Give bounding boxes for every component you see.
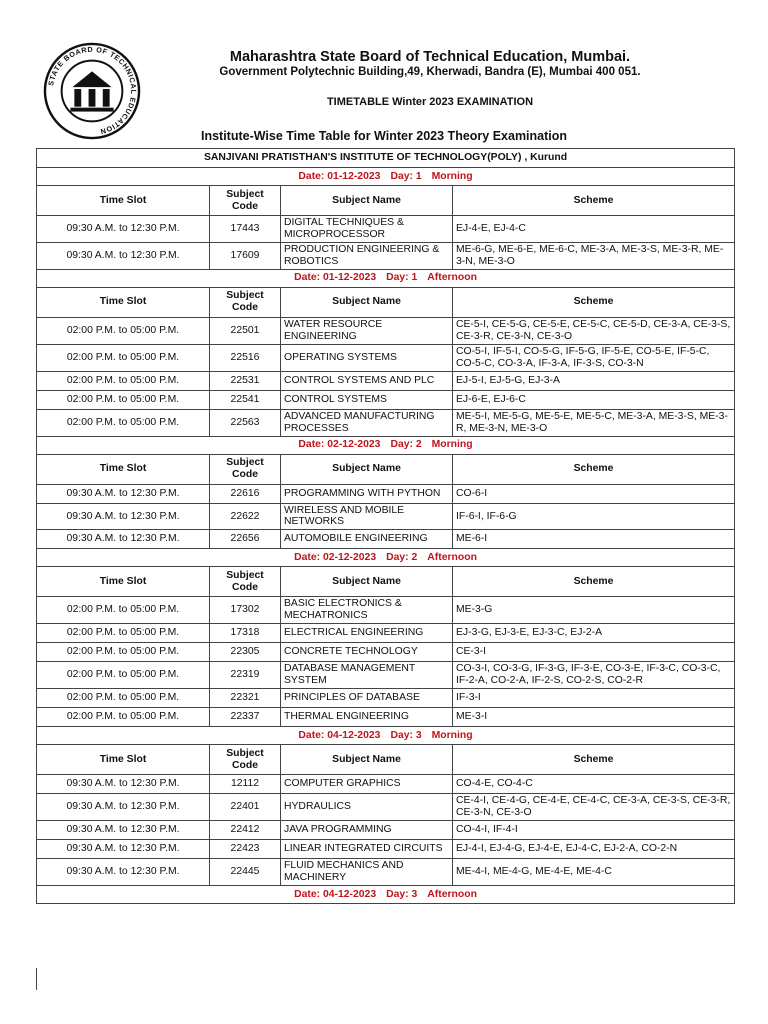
subject-code-cell: 22563	[210, 409, 281, 436]
session-shift: Afternoon	[427, 551, 477, 563]
session-shift: Morning	[431, 170, 473, 182]
institute-name: SANJIVANI PRATISTHAN'S INSTITUTE OF TECHNOLOGY(POLY) , Kurund	[37, 149, 735, 168]
scheme-cell: CO-6-I	[453, 484, 735, 503]
time-slot-cell: 02:00 P.M. to 05:00 P.M.	[37, 689, 210, 708]
table-row	[37, 794, 735, 821]
scheme-cell: ME-6-G, ME-6-E, ME-6-C, ME-3-A, ME-3-S, ME-3-R, ME-3-N, ME-3-O	[453, 242, 735, 269]
session-date: Date: 01-12-2023	[294, 272, 377, 284]
session-shift: Morning	[431, 439, 473, 451]
table-row	[37, 708, 735, 727]
subject-name-cell: ELECTRICAL ENGINEERING	[281, 624, 453, 643]
session-day: Day: 1	[386, 272, 418, 284]
scheme-cell: ME-5-I, ME-5-G, ME-5-E, ME-5-C, ME-3-A, ME-3-S, ME-3-R, ME-3-N, ME-3-O	[453, 409, 735, 436]
scheme-header: Scheme	[453, 567, 735, 597]
table-row	[37, 821, 735, 840]
subject-name-cell: PRODUCTION ENGINEERING & ROBOTICS	[281, 242, 453, 269]
time-slot-cell: 09:30 A.M. to 12:30 P.M.	[37, 775, 210, 794]
subject-name-header: Subject Name	[281, 454, 453, 484]
time-slot-header: Time Slot	[37, 454, 210, 484]
table-row	[37, 216, 735, 243]
table-row	[37, 530, 735, 549]
session-date: Date: 01-12-2023	[298, 170, 381, 182]
table-row	[37, 662, 735, 689]
time-slot-header: Time Slot	[37, 186, 210, 216]
time-slot-cell: 02:00 P.M. to 05:00 P.M.	[37, 390, 210, 409]
scheme-cell: ME-3-G	[453, 597, 735, 624]
session-date-row	[37, 727, 735, 745]
time-slot-cell: 09:30 A.M. to 12:30 P.M.	[37, 530, 210, 549]
subject-name-header: Subject Name	[281, 567, 453, 597]
subject-name-cell: COMPUTER GRAPHICS	[281, 775, 453, 794]
subject-code-cell: 22423	[210, 840, 281, 859]
institute-row	[37, 149, 735, 168]
subject-name-cell: DATABASE MANAGEMENT SYSTEM	[281, 662, 453, 689]
time-slot-cell: 02:00 P.M. to 05:00 P.M.	[37, 409, 210, 436]
scheme-cell: IF-3-I	[453, 689, 735, 708]
subject-name-cell: FLUID MECHANICS AND MACHINERY	[281, 859, 453, 886]
session-date-row	[37, 436, 735, 454]
session-date-header	[37, 727, 735, 745]
scheme-header: Scheme	[453, 186, 735, 216]
session-date: Date: 02-12-2023	[294, 551, 377, 563]
time-slot-cell: 02:00 P.M. to 05:00 P.M.	[37, 597, 210, 624]
time-slot-cell: 09:30 A.M. to 12:30 P.M.	[37, 503, 210, 530]
scheme-header: Scheme	[453, 287, 735, 317]
time-slot-header: Time Slot	[37, 287, 210, 317]
time-slot-cell: 09:30 A.M. to 12:30 P.M.	[37, 821, 210, 840]
subject-name-cell: PRINCIPLES OF DATABASE	[281, 689, 453, 708]
subject-name-cell: PROGRAMMING WITH PYTHON	[281, 484, 453, 503]
subject-code-cell: 17318	[210, 624, 281, 643]
column-header-row	[37, 745, 735, 775]
subject-code-cell: 22445	[210, 859, 281, 886]
subject-name-cell: DIGITAL TECHNIQUES & MICROPROCESSOR	[281, 216, 453, 243]
subject-code-cell: 22305	[210, 643, 281, 662]
column-header-row	[37, 567, 735, 597]
table-row	[37, 503, 735, 530]
time-slot-cell: 02:00 P.M. to 05:00 P.M.	[37, 344, 210, 371]
subject-code-header: Subject Code	[210, 287, 281, 317]
scheme-cell: IF-6-I, IF-6-G	[453, 503, 735, 530]
column-header-row	[37, 186, 735, 216]
board-address: Government Polytechnic Building,49, Kherwadi, Bandra (E), Mumbai 400 051.	[219, 66, 641, 78]
time-slot-cell: 09:30 A.M. to 12:30 P.M.	[37, 859, 210, 886]
session-day: Day: 1	[390, 170, 422, 182]
scheme-cell: EJ-5-I, EJ-5-G, EJ-3-A	[453, 371, 735, 390]
session-shift: Morning	[431, 729, 473, 741]
table-row	[37, 344, 735, 371]
session-date: Date: 04-12-2023	[294, 888, 377, 900]
scheme-cell: CO-4-I, IF-4-I	[453, 821, 735, 840]
session-date: Date: 04-12-2023	[298, 729, 381, 741]
subject-name-header: Subject Name	[281, 745, 453, 775]
time-slot-cell: 02:00 P.M. to 05:00 P.M.	[37, 371, 210, 390]
scheme-header: Scheme	[453, 454, 735, 484]
time-slot-cell: 02:00 P.M. to 05:00 P.M.	[37, 624, 210, 643]
session-shift: Afternoon	[427, 272, 477, 284]
time-slot-cell: 09:30 A.M. to 12:30 P.M.	[37, 216, 210, 243]
scheme-cell: EJ-6-E, EJ-6-C	[453, 390, 735, 409]
subject-name-cell: OPERATING SYSTEMS	[281, 344, 453, 371]
timetable-label: TIMETABLE Winter 2023 EXAMINATION	[326, 96, 534, 108]
table-border-continuation	[36, 968, 37, 990]
session-day: Day: 3	[390, 729, 422, 741]
table-row	[37, 689, 735, 708]
table-row	[37, 390, 735, 409]
table-row	[37, 484, 735, 503]
scheme-cell: ME-4-I, ME-4-G, ME-4-E, ME-4-C	[453, 859, 735, 886]
time-slot-cell: 09:30 A.M. to 12:30 P.M.	[37, 242, 210, 269]
scheme-cell: CE-3-I	[453, 643, 735, 662]
table-row	[37, 597, 735, 624]
scheme-cell: EJ-4-I, EJ-4-G, EJ-4-E, EJ-4-C, EJ-2-A, CO-2-N	[453, 840, 735, 859]
subject-name-cell: AUTOMOBILE ENGINEERING	[281, 530, 453, 549]
session-day: Day: 3	[386, 888, 418, 900]
session-date-header	[37, 269, 735, 287]
subject-code-cell: 22531	[210, 371, 281, 390]
time-slot-cell: 02:00 P.M. to 05:00 P.M.	[37, 662, 210, 689]
time-slot-cell: 09:30 A.M. to 12:30 P.M.	[37, 484, 210, 503]
subject-name-cell: HYDRAULICS	[281, 794, 453, 821]
time-slot-cell: 02:00 P.M. to 05:00 P.M.	[37, 643, 210, 662]
msbte-seal-logo	[43, 42, 141, 140]
table-row	[37, 371, 735, 390]
subject-code-cell: 17609	[210, 242, 281, 269]
session-date-header	[37, 436, 735, 454]
document-title: Institute-Wise Time Table for Winter 2023 Theory Examination	[200, 129, 568, 143]
subject-code-cell: 22412	[210, 821, 281, 840]
subject-name-cell: JAVA PROGRAMMING	[281, 821, 453, 840]
scheme-header: Scheme	[453, 745, 735, 775]
subject-code-cell: 22656	[210, 530, 281, 549]
subject-code-cell: 22616	[210, 484, 281, 503]
scheme-cell: CE-5-I, CE-5-G, CE-5-E, CE-5-C, CE-5-D, CE-3-A, CE-3-S, CE-3-R, CE-3-N, CE-3-O	[453, 317, 735, 344]
session-date-row	[37, 886, 735, 904]
subject-code-cell: 22541	[210, 390, 281, 409]
session-date-row	[37, 269, 735, 287]
subject-name-cell: BASIC ELECTRONICS & MECHATRONICS	[281, 597, 453, 624]
scheme-cell: CE-4-I, CE-4-G, CE-4-E, CE-4-C, CE-3-A, CE-3-S, CE-3-R, CE-3-N, CE-3-O	[453, 794, 735, 821]
subject-code-header: Subject Code	[210, 567, 281, 597]
subject-code-cell: 22319	[210, 662, 281, 689]
time-slot-cell: 09:30 A.M. to 12:30 P.M.	[37, 794, 210, 821]
table-row	[37, 775, 735, 794]
subject-code-cell: 22337	[210, 708, 281, 727]
scheme-cell: CO-5-I, IF-5-I, CO-5-G, IF-5-G, IF-5-E, CO-5-E, IF-5-C, CO-5-C, CO-3-A, IF-3-A, IF-3-S, CO-3-N	[453, 344, 735, 371]
svg-text:STATE BOARD OF TECHNICAL EDUCA: STATE BOARD OF TECHNICAL EDUCATION	[46, 44, 139, 137]
session-date-header	[37, 549, 735, 567]
subject-code-cell: 17302	[210, 597, 281, 624]
scheme-cell: EJ-4-E, EJ-4-C	[453, 216, 735, 243]
subject-code-cell: 22401	[210, 794, 281, 821]
subject-code-header: Subject Code	[210, 186, 281, 216]
subject-code-cell: 17443	[210, 216, 281, 243]
subject-code-header: Subject Code	[210, 745, 281, 775]
subject-code-cell: 22516	[210, 344, 281, 371]
table-row	[37, 859, 735, 886]
subject-name-cell: THERMAL ENGINEERING	[281, 708, 453, 727]
time-slot-cell: 02:00 P.M. to 05:00 P.M.	[37, 708, 210, 727]
subject-name-cell: CONTROL SYSTEMS AND PLC	[281, 371, 453, 390]
scheme-cell: EJ-3-G, EJ-3-E, EJ-3-C, EJ-2-A	[453, 624, 735, 643]
time-slot-cell: 09:30 A.M. to 12:30 P.M.	[37, 840, 210, 859]
time-slot-header: Time Slot	[37, 745, 210, 775]
table-row	[37, 624, 735, 643]
subject-code-cell: 12112	[210, 775, 281, 794]
subject-code-cell: 22501	[210, 317, 281, 344]
scheme-cell: CO-4-E, CO-4-C	[453, 775, 735, 794]
scheme-cell: CO-3-I, CO-3-G, IF-3-G, IF-3-E, CO-3-E, IF-3-C, CO-3-C, IF-2-A, CO-2-A, IF-2-S, CO-2-S, CO-2-R	[453, 662, 735, 689]
timetable-table	[36, 148, 735, 904]
session-date-header	[37, 886, 735, 904]
session-day: Day: 2	[390, 439, 422, 451]
subject-code-cell: 22321	[210, 689, 281, 708]
subject-name-header: Subject Name	[281, 287, 453, 317]
subject-code-cell: 22622	[210, 503, 281, 530]
scheme-cell: ME-3-I	[453, 708, 735, 727]
session-date: Date: 02-12-2023	[298, 439, 381, 451]
time-slot-header: Time Slot	[37, 567, 210, 597]
session-date-row	[37, 549, 735, 567]
time-slot-cell: 02:00 P.M. to 05:00 P.M.	[37, 317, 210, 344]
subject-name-cell: LINEAR INTEGRATED CIRCUITS	[281, 840, 453, 859]
subject-name-cell: CONTROL SYSTEMS	[281, 390, 453, 409]
scheme-cell: ME-6-I	[453, 530, 735, 549]
table-row	[37, 409, 735, 436]
session-date-header	[37, 168, 735, 186]
table-row	[37, 840, 735, 859]
subject-name-header: Subject Name	[281, 186, 453, 216]
board-name: Maharashtra State Board of Technical Education, Mumbai.	[229, 49, 631, 65]
subject-name-cell: WIRELESS AND MOBILE NETWORKS	[281, 503, 453, 530]
column-header-row	[37, 454, 735, 484]
subject-name-cell: WATER RESOURCE ENGINEERING	[281, 317, 453, 344]
subject-code-header: Subject Code	[210, 454, 281, 484]
session-shift: Afternoon	[427, 888, 477, 900]
session-day: Day: 2	[386, 551, 418, 563]
table-row	[37, 317, 735, 344]
subject-name-cell: CONCRETE TECHNOLOGY	[281, 643, 453, 662]
column-header-row	[37, 287, 735, 317]
table-row	[37, 643, 735, 662]
subject-name-cell: ADVANCED MANUFACTURING PROCESSES	[281, 409, 453, 436]
session-date-row	[37, 168, 735, 186]
table-row	[37, 242, 735, 269]
